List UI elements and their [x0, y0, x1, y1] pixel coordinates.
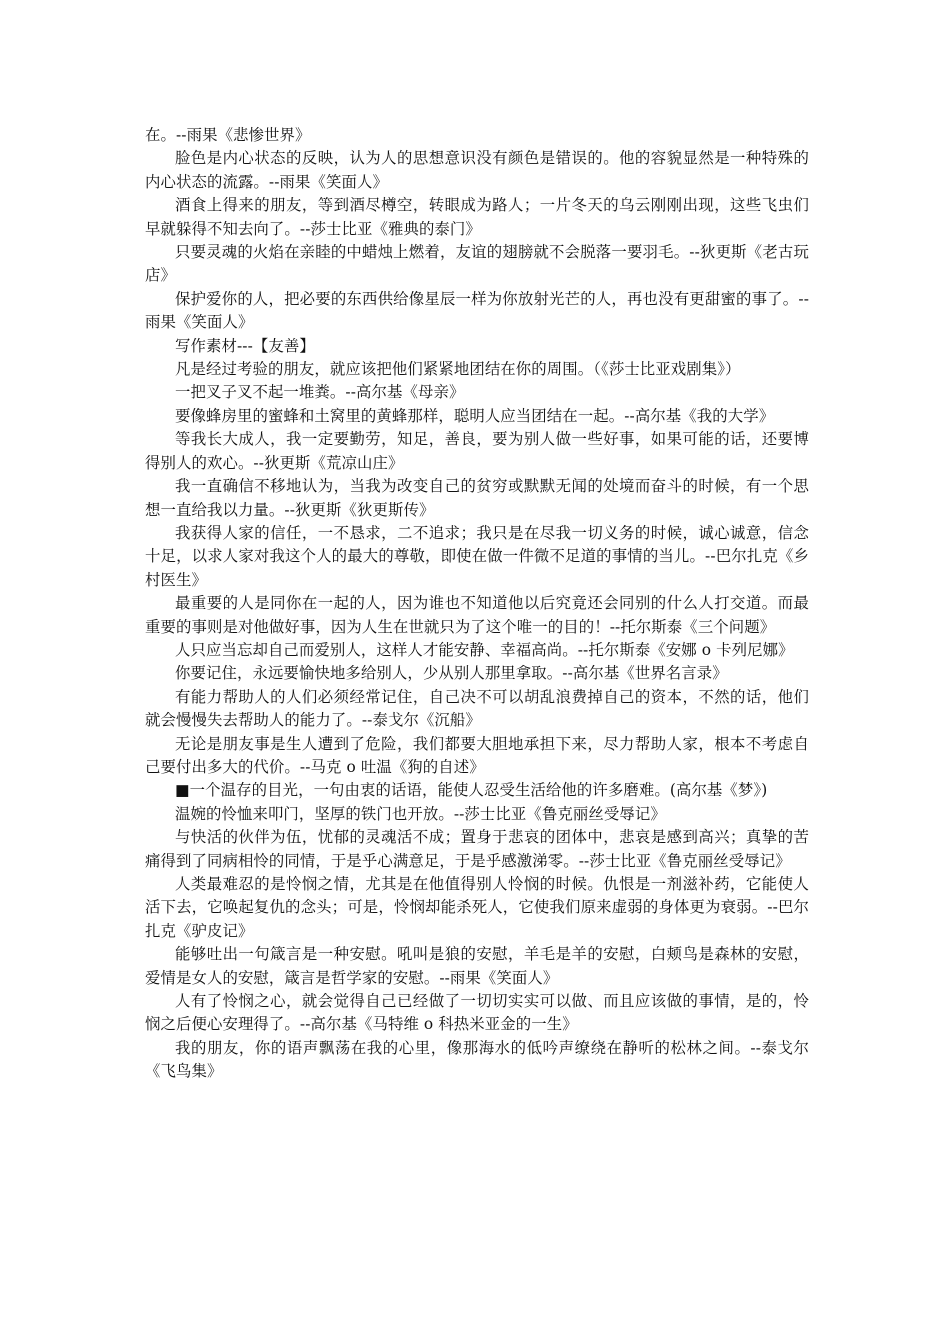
paragraph: 人只应当忘却自己而爱别人，这样人才能安静、幸福高尚。--托尔斯泰《安娜 o 卡列尼娜》 — [175, 640, 794, 659]
paragraph: 人有了怜悯之心，就会觉得自己已经做了一切切实实可以做、而且应该做的事情，是的，怜悯之后便心安理得了。--高尔基《马特维 o 科热米亚金的一生》 — [145, 992, 809, 1034]
paragraph: 温婉的怜恤来叩门，坚厚的铁门也开放。--莎士比亚《鲁克丽丝受辱记》 — [175, 804, 666, 823]
paragraph: 要像蜂房里的蜜蜂和土窝里的黄蜂那样，聪明人应当团结在一起。--高尔基《我的大学》 — [175, 406, 775, 425]
document-body — [145, 124, 809, 1084]
paragraph: 最重要的人是同你在一起的人，因为谁也不知道他以后究竟还会同别的什么人打交道。而最重要的事则是对他做好事，因为人生在世就只为了这个唯一的目的！--托尔斯泰《三个问题》 — [145, 594, 809, 636]
paragraph: 酒食上得来的朋友，等到酒尽樽空，转眼成为路人；一片冬天的乌云刚刚出现，这些飞虫们早就躲得不知去向了。--莎士比亚《雅典的泰门》 — [145, 196, 809, 238]
paragraph: 无论是朋友事是生人遭到了危险，我们都要大胆地承担下来，尽力帮助人家，根本不考虑自己要付出多大的代价。--马克 o 吐温《狗的自述》 — [145, 734, 809, 776]
paragraph: 我的朋友，你的语声飘荡在我的心里，像那海水的低吟声缭绕在静听的松林之间。--泰戈尔《飞鸟集》 — [145, 1038, 809, 1081]
section-heading: 写作素材---【友善】 — [175, 336, 315, 355]
paragraph: 只要灵魂的火焰在亲睦的中蜡烛上燃着，友谊的翅膀就不会脱落一要羽毛。--狄更斯《老古玩店》 — [145, 243, 809, 285]
paragraph: 保护爱你的人，把必要的东西供给像星辰一样为你放射光芒的人，再也没有更甜蜜的事了。--雨果《笑面人》 — [145, 289, 809, 332]
paragraph: 我一直确信不移地认为，当我为改变自己的贫穷或默默无闻的处境而奋斗的时候，有一个思想一直给我以力量。--狄更斯《狄更斯传》 — [145, 477, 809, 519]
paragraph: 与快活的伙伴为伍，忧郁的灵魂活不成；置身于悲哀的团体中，悲哀是感到高兴；真挚的苦痛得到了同病相怜的同情，于是乎心满意足，于是乎感激涕零。--莎士比亚《鲁克丽丝受辱记》 — [145, 828, 809, 870]
paragraph: ■一个温存的目光，一句由衷的话语，能使人忍受生活给他的许多磨难。(高尔基《梦》) — [175, 781, 768, 800]
paragraph: 在。--雨果《悲惨世界》 — [145, 126, 311, 144]
paragraph: 有能力帮助人的人们必须经常记住，自己决不可以胡乱浪费掉自己的资本，不然的话，他们就会慢慢失去帮助人的能力了。--泰戈尔《沉船》 — [145, 687, 809, 730]
paragraph: 你要记住，永远要愉快地多给别人，少从别人那里拿取。--高尔基《世界名言录》 — [175, 664, 728, 683]
paragraph: 能够吐出一句箴言是一种安慰。吼叫是狼的安慰，羊毛是羊的安慰，白颊鸟是森林的安慰，爱情是女人的安慰，箴言是哲学家的安慰。--雨果《笑面人》 — [145, 945, 809, 987]
paragraph: 我获得人家的信任，一不恳求，二不追求；我只是在尽我一切义务的时候，诚心诚意，信念十足，以求人家对我这个人的最大的尊敬，即使在做一件微不足道的事情的当儿。--巴尔扎克《乡村医生》 — [145, 523, 809, 589]
paragraph: 等我长大成人，我一定要勤劳，知足，善良，要为别人做一些好事，如果可能的话，还要博得别人的欢心。--狄更斯《荒凉山庄》 — [145, 430, 809, 472]
paragraph: 凡是经过考验的朋友，就应该把他们紧紧地团结在你的周围。（《莎士比亚戏剧集》） — [175, 360, 741, 379]
paragraph: 人类最难忍的是怜悯之情，尤其是在他值得别人怜悯的时候。仇恨是一剂滋补药，它能使人活下去，它唤起复仇的念头；可是，怜悯却能杀死人，它使我们原来虚弱的身体更为衰弱。--巴尔扎克《驴皮记》 — [145, 875, 809, 940]
paragraph: 一把叉子叉不起一堆粪。--高尔基《母亲》 — [175, 383, 465, 402]
paragraph: 脸色是内心状态的反映，认为人的思想意识没有颜色是错误的。他的容貌显然是一种特殊的内心状态的流露。--雨果《笑面人》 — [145, 149, 809, 191]
